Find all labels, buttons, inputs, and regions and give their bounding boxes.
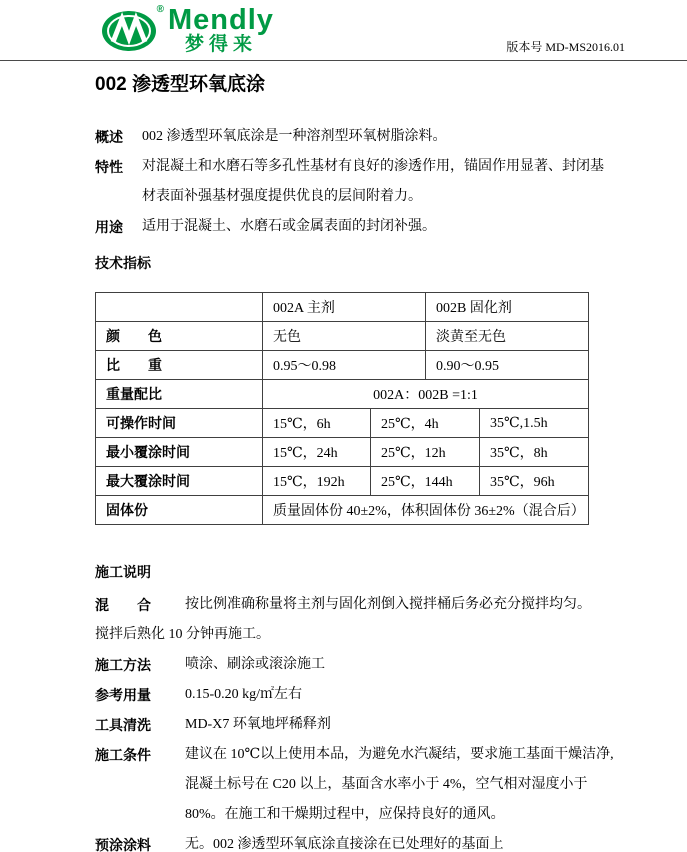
method-text: 喷涂、刷涂或滚涂施工: [185, 657, 325, 672]
pot-label: 可操作时间: [96, 409, 263, 438]
brand-logo: [100, 6, 274, 55]
solids-value: 质量固体份 40±2%，体积固体份 36±2%（混合后）: [263, 496, 589, 525]
condition-text: 建议在 10℃以上使用本品，为避免水汽凝结，要求施工基面干燥洁净,混凝土标号在 C20 以上，基面含水率小于 4%，空气相对湿度小于 80%。在施工和干燥期过程中，应保持良好的通风。: [185, 747, 614, 822]
version-number: 版本号 MD-MS2016.01: [506, 40, 625, 54]
min-label: 最小覆涂时间: [96, 438, 263, 467]
mix-label: 混 合: [95, 597, 151, 613]
feature-label: 特性: [95, 159, 123, 175]
logo-ellipse-m-icon: [100, 6, 162, 54]
color-label: 颜 色: [96, 322, 263, 351]
document-body: [0, 71, 687, 852]
page-header: [0, 0, 687, 61]
mix-text-continued: 搅拌后熟化 10 分钟再施工。: [95, 627, 270, 642]
mix-row: [95, 590, 617, 620]
table-row-ratio: [96, 380, 589, 409]
brand-name-chinese: 梦得来: [184, 34, 257, 55]
condition-row: [95, 740, 617, 830]
dosage-label: 参考用量: [95, 687, 151, 703]
overview-label: 概述: [95, 129, 123, 145]
table-row-gravity: [96, 351, 589, 380]
dosage-text: 0.15-0.20 kg/㎡左右: [185, 687, 303, 702]
table-row-color: [96, 322, 589, 351]
tool-clean-row: [95, 710, 617, 740]
registered-mark: ®: [156, 4, 164, 15]
logo-text: [168, 6, 274, 55]
min-15c: 15℃，24h: [263, 438, 371, 467]
overview-row: [95, 122, 617, 152]
precoat-row: [95, 830, 617, 852]
max-15c: 15℃，192h: [263, 467, 371, 496]
pot-35c: 35℃,1.5h: [480, 409, 589, 438]
precoat-text: 无。002 渗透型环氧底涂直接涂在已处理好的基面上: [185, 837, 504, 852]
brand-name: Mendly: [168, 4, 274, 36]
ratio-label: 重量配比: [96, 380, 263, 409]
tool-clean-label: 工具清洗: [95, 717, 151, 733]
table-row-max-recoat: [96, 467, 589, 496]
color-b: 淡黄至无色: [426, 322, 589, 351]
table-row-min-recoat: [96, 438, 589, 467]
min-25c: 25℃，12h: [371, 438, 480, 467]
tool-clean-text: MD-X7 环氧地坪稀释剂: [185, 717, 331, 732]
intro-section: [95, 122, 617, 278]
spec-table: [95, 292, 589, 525]
table-row-solids: [96, 496, 589, 525]
pot-15c: 15℃，6h: [263, 409, 371, 438]
header-cell-002a: 002A 主剂: [263, 293, 426, 322]
solids-label: 固体份: [96, 496, 263, 525]
max-35c: 35℃，96h: [480, 467, 589, 496]
overview-text: 002 渗透型环氧底涂是一种溶剂型环氧树脂涂料。: [142, 129, 447, 144]
condition-label: 施工条件: [95, 747, 151, 763]
feature-row: [95, 152, 617, 212]
page-title: 002 渗透型环氧底涂: [95, 74, 265, 95]
dosage-row: [95, 680, 617, 710]
max-label: 最大覆涂时间: [96, 467, 263, 496]
pot-25c: 25℃，4h: [371, 409, 480, 438]
min-35c: 35℃，8h: [480, 438, 589, 467]
gravity-a: 0.95～0.98: [263, 351, 426, 380]
method-row: [95, 650, 617, 680]
header-cell-002b: 002B 固化剂: [426, 293, 589, 322]
usage-label: 用途: [95, 219, 123, 235]
usage-text: 适用于混凝土、水磨石或金属表面的封闭补强。: [142, 219, 436, 234]
precoat-label: 预涂涂料: [95, 837, 151, 852]
method-label: 施工方法: [95, 657, 151, 673]
max-25c: 25℃，144h: [371, 467, 480, 496]
feature-text: 对混凝土和水磨石等多孔性基材有良好的渗透作用，锚固作用显著、封闭基材表面补强基材强度提供优良的层间附着力。: [142, 159, 604, 204]
tech-spec-heading: 技术指标: [95, 255, 151, 271]
mix-text: 按比例准确称量将主剂与固化剂倒入搅拌桶后务必充分搅拌均匀。: [185, 597, 591, 612]
construction-heading: 施工说明: [95, 564, 151, 580]
color-a: 无色: [263, 322, 426, 351]
usage-row: [95, 212, 617, 242]
table-row-header: [96, 293, 589, 322]
gravity-label: 比 重: [96, 351, 263, 380]
ratio-value: 002A：002B =1:1: [263, 380, 589, 409]
header-empty-cell: [96, 293, 263, 322]
table-row-pot-life: [96, 409, 589, 438]
gravity-b: 0.90～0.95: [426, 351, 589, 380]
